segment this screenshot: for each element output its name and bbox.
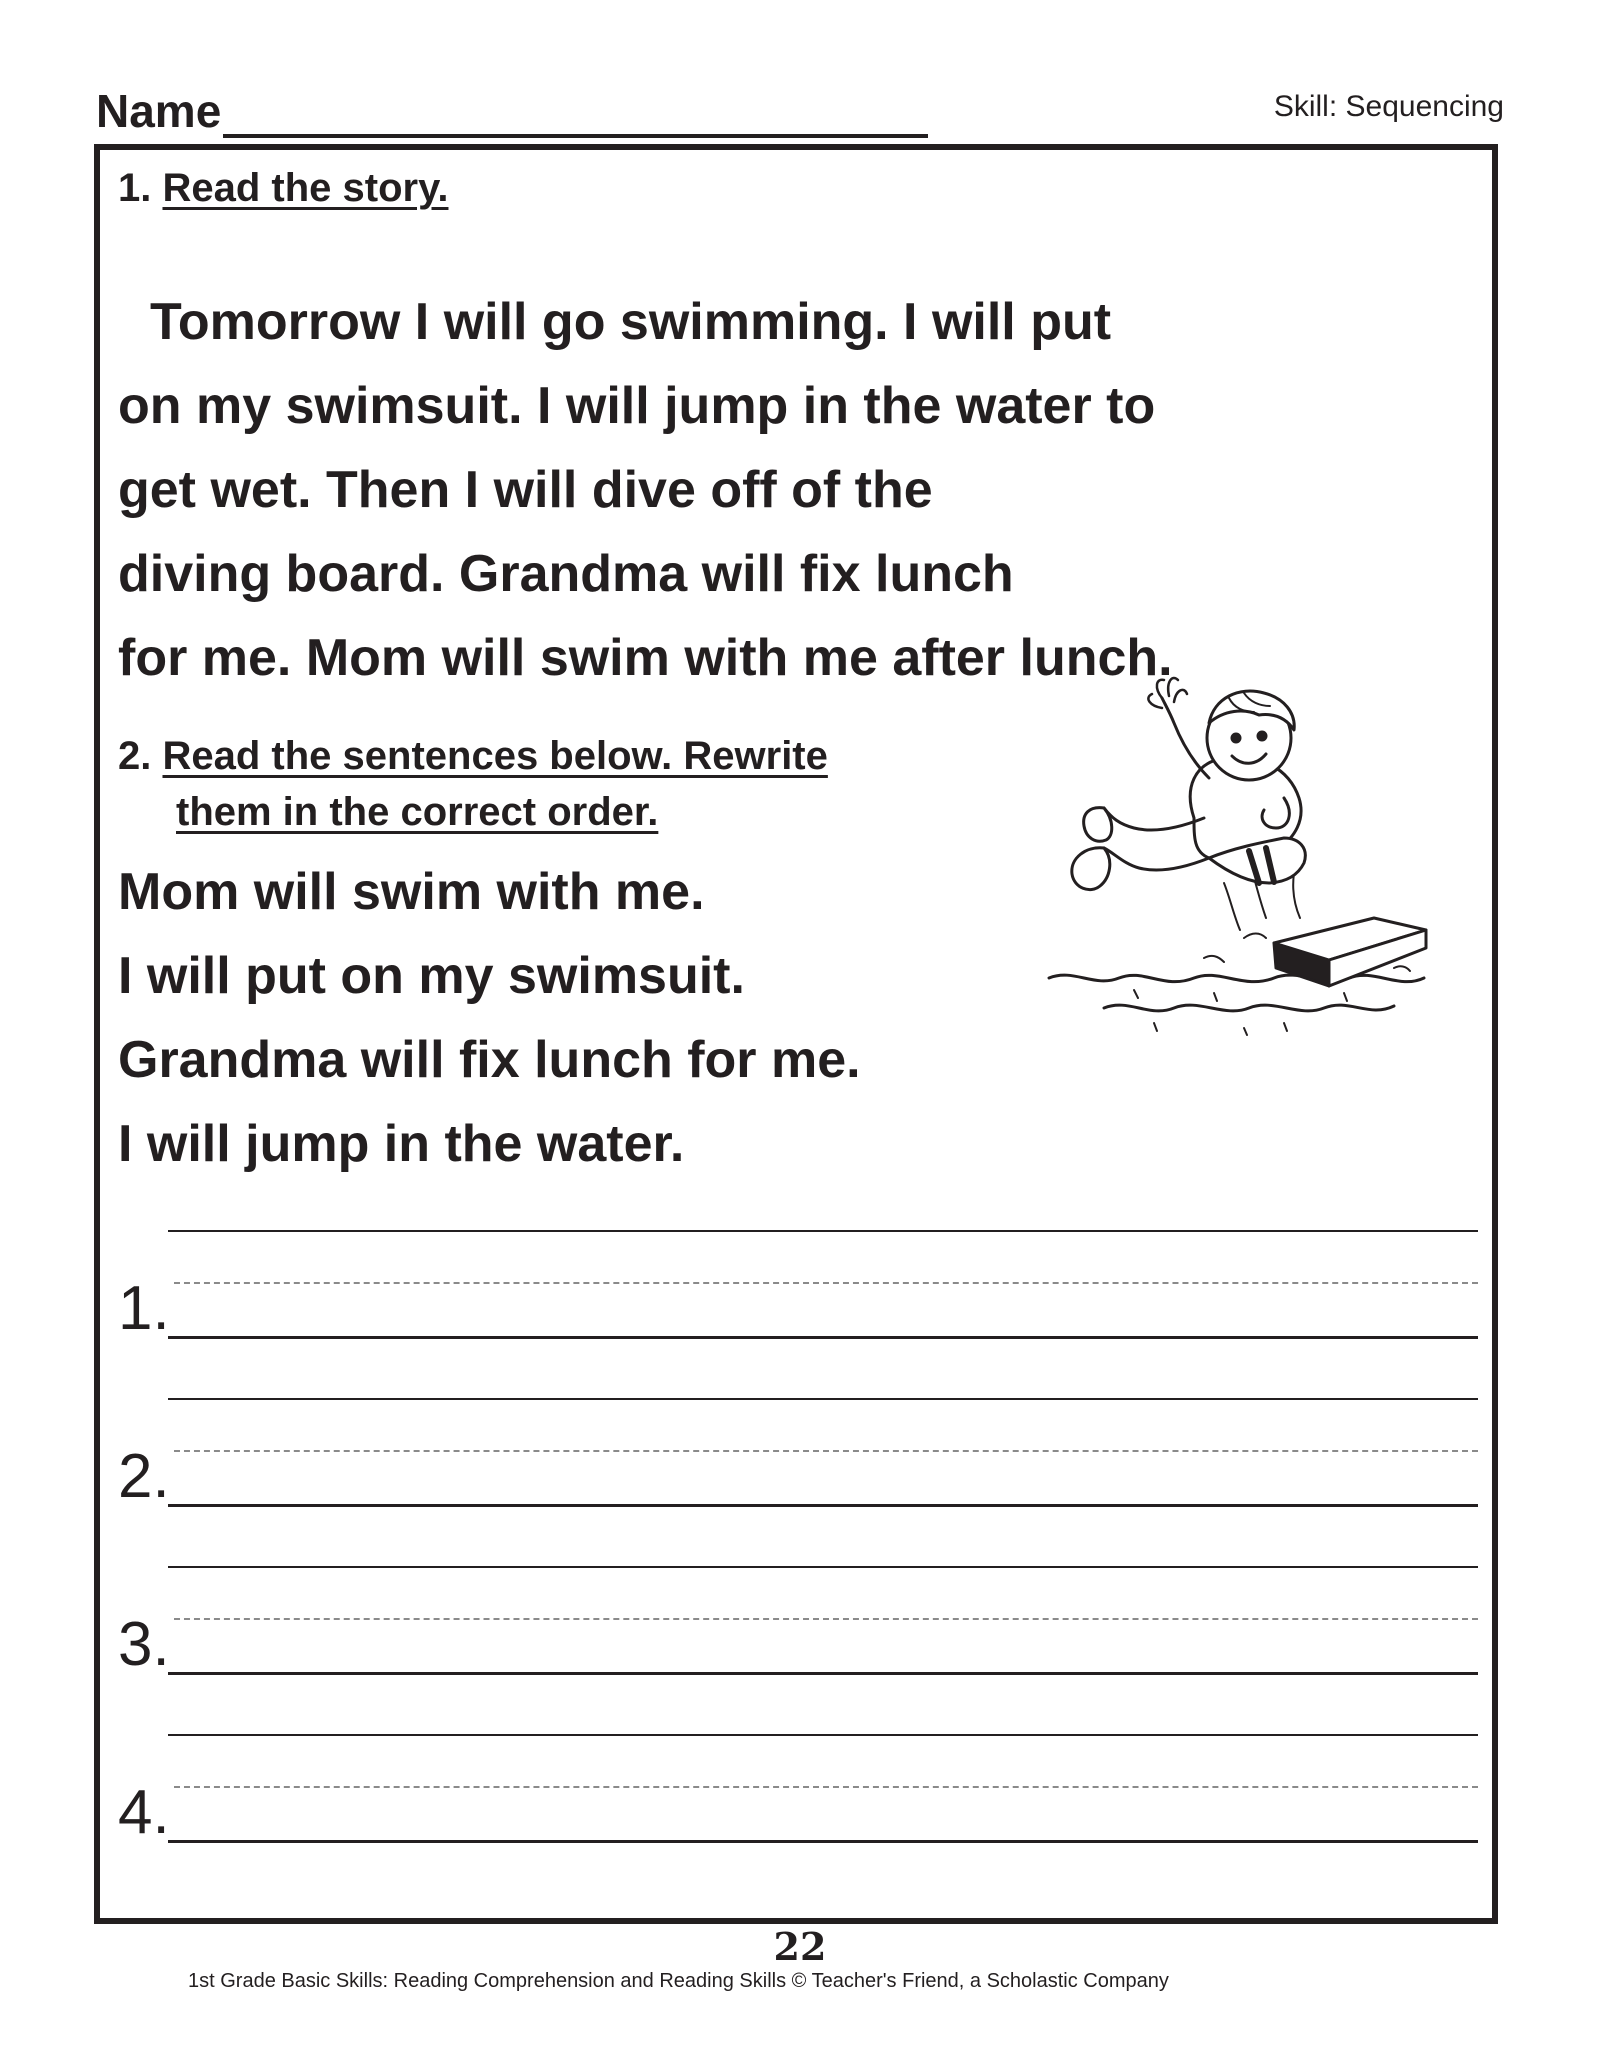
- name-label: Name: [96, 85, 222, 137]
- instruction-1-text: Read the story.: [162, 166, 449, 210]
- answer-number: 4.: [118, 1778, 170, 1847]
- story-line: on my swimsuit. I will jump in the water to: [118, 377, 1156, 435]
- worksheet-frame: [94, 144, 1498, 1924]
- name-field[interactable]: [223, 86, 928, 138]
- instruction-2: [118, 728, 828, 840]
- instruction-1: [118, 166, 448, 211]
- answer-line[interactable]: [118, 1734, 1478, 1902]
- instruction-2-number: 2.: [118, 734, 152, 778]
- boy-diving-icon: [1044, 668, 1484, 1128]
- answer-area: [118, 1230, 1478, 1902]
- name-row: [96, 84, 928, 138]
- answer-number: 2.: [118, 1442, 170, 1511]
- sentence-list: [118, 850, 861, 1186]
- story-line: get wet. Then I will dive off of the: [118, 461, 933, 519]
- story-line: Tomorrow I will go swimming. I will put: [150, 293, 1112, 351]
- answer-line[interactable]: [118, 1230, 1478, 1398]
- instruction-2-text-line2: them in the correct order.: [176, 790, 659, 834]
- sentence-item: I will put on my swimsuit.: [118, 947, 745, 1005]
- skill-label: Skill: Sequencing: [1273, 90, 1504, 123]
- instruction-2-text-line1: Read the sentences below. Rewrite: [162, 734, 828, 778]
- page-number: 22: [773, 1924, 827, 1969]
- footer-credit: 1st Grade Basic Skills: Reading Comprehension and Reading Skills © Teacher's Friend, a Scholastic Company: [188, 1970, 1169, 1992]
- sentence-item: Mom will swim with me.: [118, 863, 705, 921]
- answer-number: 1.: [118, 1274, 170, 1343]
- story-text: [118, 280, 1318, 700]
- sentence-item: I will jump in the water.: [118, 1115, 685, 1173]
- sentence-item: Grandma will fix lunch for me.: [118, 1031, 861, 1089]
- story-line: diving board. Grandma will fix lunch: [118, 545, 1014, 603]
- story-line: for me. Mom will swim with me after lunch.: [118, 629, 1173, 687]
- answer-line[interactable]: [118, 1398, 1478, 1566]
- answer-line[interactable]: [118, 1566, 1478, 1734]
- instruction-1-number: 1.: [118, 166, 152, 210]
- answer-number: 3.: [118, 1610, 170, 1679]
